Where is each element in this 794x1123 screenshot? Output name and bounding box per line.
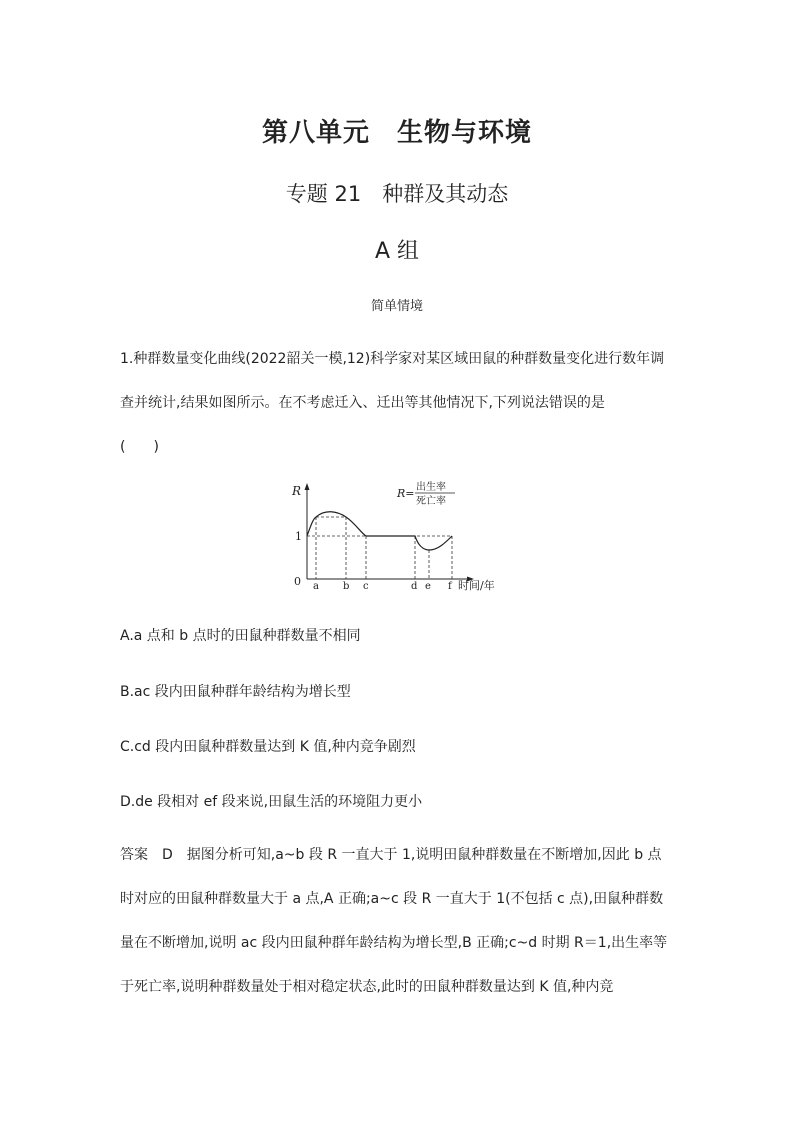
formula-lhs: R= [397, 487, 415, 500]
y-tick-1: 1 [295, 530, 302, 543]
x-tick-e: e [425, 581, 431, 592]
situation-label: 简单情境 [370, 299, 423, 314]
population-chart [285, 475, 510, 595]
formula-denominator: 死亡率 [416, 496, 446, 507]
option-d[interactable]: D.de 段相对 ef 段来说,田鼠生活的环境阻力更小 [120, 794, 423, 810]
x-tick-f: f [448, 581, 452, 592]
x-tick-c: c [363, 581, 369, 592]
guide-lines [307, 517, 452, 579]
r-curve [307, 512, 452, 550]
option-a[interactable]: A.a 点和 b 点时的田鼠种群数量不相同 [120, 628, 361, 644]
question-text: 1.种群数量变化曲线(2022韶关一模,12)科学家对某区域田鼠的种群数量变化进行数年调查并统计,结果如图所示。在不考虑迁入、迁出等其他情况下,下列说法错误的是 [120, 351, 665, 411]
y-axis-label: R [292, 484, 302, 498]
topic-title: 专题 21 种群及其动态 [285, 182, 509, 206]
origin-label: 0 [294, 575, 301, 588]
question-stem [120, 337, 675, 469]
x-tick-b: b [343, 581, 350, 592]
formula-numerator: 出生率 [416, 482, 446, 493]
option-c[interactable]: C.cd 段内田鼠种群数量达到 K 值,种内竞争剧烈 [120, 739, 416, 755]
y-axis-arrow [305, 483, 310, 490]
answer-blank: ( ) [120, 439, 159, 455]
x-axis-label: 时间/年 [458, 579, 495, 592]
option-b[interactable]: B.ac 段内田鼠种群年龄结构为增长型 [120, 684, 351, 700]
unit-title: 第八单元 生物与环境 [261, 118, 532, 148]
x-tick-a: a [313, 581, 319, 592]
group-title: A 组 [374, 239, 420, 264]
x-tick-d: d [411, 581, 418, 592]
answer-explanation: 答案 D 据图分析可知,a~b 段 R 一直大于 1,说明田鼠种群数量在不断增加,因此 b 点时对应的田鼠种群数量大于 a 点,A 正确;a~c 段 R 一直大于 1(不包括 c 点),田鼠种群数量在不断增加,说明 ac 段内田鼠种群年龄结构为增长型,B 正确;c~d 时期 R＝1,出生率等于死亡率,说明种群数量处于相对稳定状态,此时的田鼠种群数量达到 K 值,种内竞 [120, 847, 668, 995]
